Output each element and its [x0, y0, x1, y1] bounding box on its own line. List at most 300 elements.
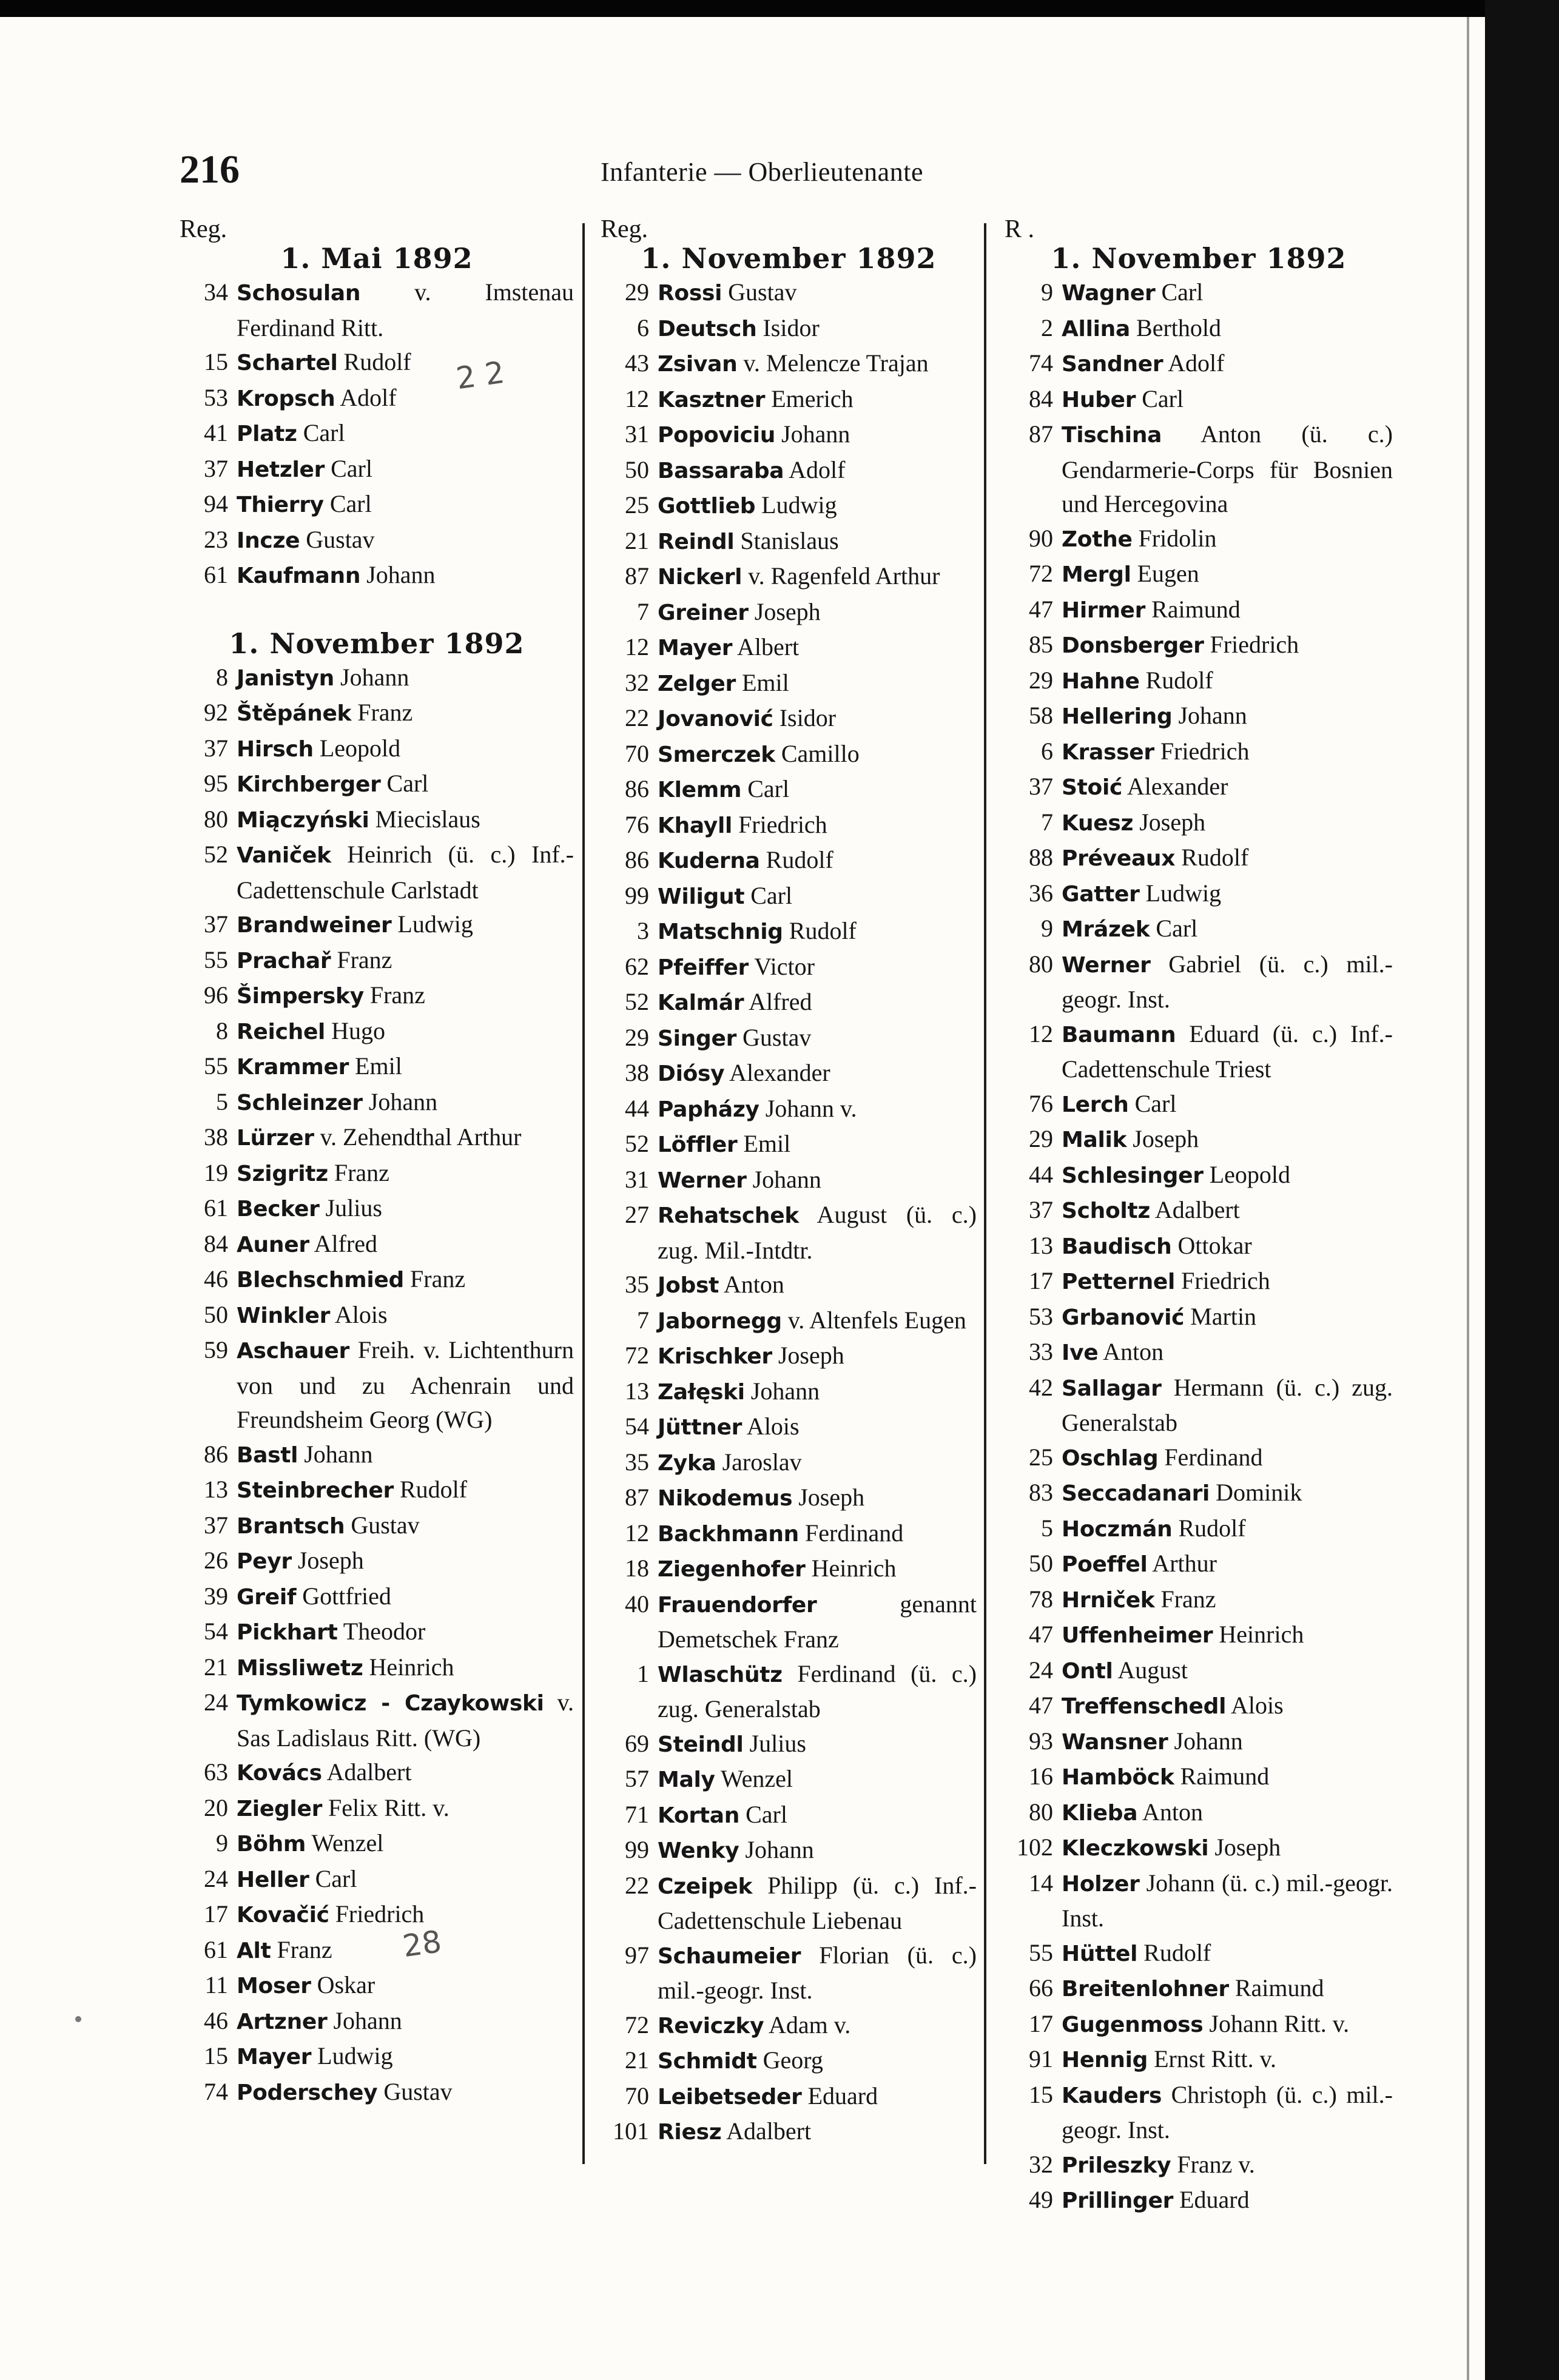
officer-text — [658, 2043, 977, 2079]
pencil-annotation: 28 — [400, 1923, 444, 1965]
officer-text — [1062, 557, 1393, 593]
officer-entry — [1005, 1866, 1393, 1936]
regiment-number: 94 — [204, 490, 228, 517]
regiment-number: 76 — [1029, 1089, 1053, 1117]
officer-given-names: Hermann (ü. c.) zug. Generalstab — [1062, 1373, 1393, 1436]
regiment-number: 85 — [1029, 631, 1053, 658]
officer-entry — [180, 1650, 574, 1686]
officer-surname: Gugenmoss — [1062, 2012, 1204, 2037]
officer-entry — [1005, 1689, 1393, 1724]
officer-surname: Tischina — [1062, 423, 1162, 448]
officer-given-names: Theodor — [337, 1618, 426, 1645]
officer-entry — [601, 1657, 977, 1727]
officer-entry — [1005, 1760, 1393, 1795]
regiment-number: 9 — [216, 1829, 228, 1857]
regiment-number: 24 — [204, 1864, 228, 1892]
regiment-number: 38 — [204, 1123, 228, 1151]
regiment-number: 78 — [1029, 1585, 1053, 1613]
officer-surname: Popoviciu — [658, 423, 776, 448]
officer-entry — [601, 1869, 977, 1938]
officer-text — [1062, 2042, 1393, 2078]
regiment-number: 44 — [625, 1094, 649, 1122]
officer-text — [237, 381, 574, 417]
officer-given-names: Oskar — [311, 1971, 375, 1998]
officer-text — [237, 1437, 574, 1473]
officer-entry — [601, 595, 977, 631]
officer-given-names: Carl — [297, 419, 345, 446]
officer-text — [1062, 1440, 1393, 1476]
officer-text — [237, 2004, 574, 2040]
officer-surname: Miączyński — [237, 807, 369, 833]
officer-entry — [1005, 593, 1393, 628]
officer-text — [658, 1762, 977, 1798]
officer-given-names: Johann — [362, 1087, 438, 1115]
officer-entry — [601, 1445, 977, 1481]
officer-given-names: Joseph — [748, 597, 821, 625]
officer-entry — [601, 985, 977, 1021]
officer-surname: Uffenheimer — [1062, 1623, 1213, 1648]
regiment-number: 50 — [1029, 1550, 1053, 1577]
regiment-number: 41 — [204, 419, 228, 446]
officer-text — [1062, 664, 1393, 699]
officer-surname: Schlesinger — [1062, 1163, 1204, 1188]
officer-entry — [180, 943, 574, 979]
officer-given-names: Anton — [1098, 1338, 1164, 1365]
regiment-number: 84 — [204, 1229, 228, 1257]
regiment-number: 55 — [1029, 1938, 1053, 1966]
officer-entry — [1005, 1158, 1393, 1194]
reg-column-label: Reg. — [180, 215, 227, 243]
officer-text — [237, 558, 574, 594]
officer-given-names: Carl — [1128, 1089, 1177, 1117]
officer-text — [1062, 1158, 1393, 1194]
regiment-number: 101 — [613, 2117, 649, 2145]
officer-surname: Stoić — [1062, 775, 1123, 800]
regiment-number: 37 — [204, 910, 228, 938]
officer-text — [658, 311, 977, 347]
officer-surname: Löffler — [658, 1132, 738, 1157]
officer-text — [658, 1127, 977, 1163]
officer-surname: Janistyn — [237, 665, 334, 691]
regiment-number: 42 — [1029, 1373, 1053, 1401]
officer-entry — [601, 524, 977, 560]
officer-surname: Vaniček — [237, 843, 331, 868]
regiment-number: 12 — [625, 385, 649, 412]
regiment-number: 88 — [1029, 844, 1053, 871]
officer-given-names: Carl — [323, 490, 372, 517]
regiment-number: 37 — [204, 734, 228, 762]
officer-text — [658, 1833, 977, 1869]
officer-surname: Khayll — [658, 813, 733, 838]
officer-surname: Singer — [658, 1026, 737, 1051]
officer-given-names: Eugen — [1131, 560, 1199, 587]
officer-entry — [601, 1481, 977, 1516]
officer-given-names: Emil — [737, 1130, 791, 1157]
officer-given-names: Ludwig — [311, 2042, 393, 2069]
officer-given-names: Johann (ü. c.) mil.-geogr. Inst. — [1062, 1869, 1393, 1932]
officer-surname: Wansner — [1062, 1729, 1168, 1755]
officer-surname: Seccadanari — [1062, 1481, 1210, 1506]
regiment-number: 40 — [625, 1590, 649, 1618]
officer-entry — [1005, 2183, 1393, 2219]
officer-given-names: Friedrich — [1154, 737, 1250, 765]
officer-entry — [1005, 1582, 1393, 1618]
officer-given-names: Adolf — [784, 455, 846, 483]
officer-given-names: Gabriel (ü. c.) mil.-geogr. Inst. — [1062, 950, 1393, 1013]
regiment-number: 96 — [204, 981, 228, 1009]
officer-given-names: Carl — [380, 770, 429, 797]
officer-surname: Brantsch — [237, 1513, 345, 1539]
regiment-number: 29 — [625, 278, 649, 306]
officer-given-names: Anton (ü. c.) Gendarmerie-Corps für Bosnien und Hercegovina — [1062, 420, 1393, 517]
officer-surname: Peyr — [237, 1549, 292, 1574]
officer-entry — [601, 1938, 977, 2008]
officer-given-names: Rudolf — [394, 1476, 468, 1503]
officer-surname: Missliwetz — [237, 1655, 363, 1681]
officer-given-names: Dominik — [1210, 1479, 1302, 1506]
officer-entry — [180, 345, 574, 381]
officer-text — [237, 2039, 574, 2075]
regiment-number: 90 — [1029, 524, 1053, 552]
officer-surname: Sandner — [1062, 352, 1163, 377]
officer-surname: Heller — [237, 1867, 309, 1892]
officer-text — [1062, 2007, 1393, 2043]
regiment-number: 6 — [637, 314, 649, 341]
regiment-number: 55 — [204, 1052, 228, 1080]
officer-given-names: v. Sas Ladislaus Ritt. (WG) — [237, 1689, 574, 1752]
regiment-number: 72 — [1029, 560, 1053, 587]
officer-given-names: Alfred — [309, 1229, 377, 1257]
officer-entry — [601, 1516, 977, 1552]
officer-given-names: Alois — [330, 1300, 388, 1328]
regiment-number: 87 — [625, 1484, 649, 1511]
officer-entry — [1005, 1335, 1393, 1371]
officer-surname: Zothe — [1062, 526, 1133, 552]
regiment-number: 80 — [204, 805, 228, 833]
officer-entry — [601, 914, 977, 950]
officer-surname: Ziegler — [237, 1796, 323, 1821]
officer-given-names: Isidor — [756, 314, 820, 341]
officer-given-names: Johann Ritt. v. — [1203, 2009, 1350, 2037]
officer-surname: Hamböck — [1062, 1765, 1174, 1790]
officer-text — [1062, 1476, 1393, 1511]
officer-text — [237, 275, 574, 345]
officer-text — [1062, 1335, 1393, 1371]
regiment-number: 29 — [625, 1023, 649, 1051]
regiment-number: 72 — [625, 1342, 649, 1369]
officer-given-names: Friedrich — [1204, 631, 1299, 658]
officer-entry — [180, 1933, 574, 1969]
officer-text — [658, 1516, 977, 1552]
officer-given-names: Friedrich — [1175, 1267, 1270, 1294]
officer-given-names: Gustav — [345, 1511, 420, 1539]
officer-surname: Jobst — [658, 1273, 719, 1298]
officer-entry — [180, 1579, 574, 1615]
officer-surname: Jovanović — [658, 707, 773, 731]
officer-entry — [180, 2075, 574, 2111]
officer-surname: Treffenschedl — [1062, 1694, 1227, 1719]
officer-text — [1062, 1760, 1393, 1795]
officer-surname: Frauendorfer — [658, 1592, 817, 1618]
pencil-annotation: 2 2 — [454, 354, 507, 397]
officer-given-names: Rudolf — [1139, 666, 1213, 694]
officer-given-names: Freih. v. Lichtenthurn von und zu Achenrain und Freundsheim Georg (WG) — [237, 1336, 574, 1433]
regiment-number: 50 — [204, 1300, 228, 1328]
regiment-number: 7 — [637, 597, 649, 625]
officer-surname: Petternel — [1062, 1269, 1176, 1294]
column-rule — [984, 223, 986, 2164]
officer-entry — [180, 1686, 574, 1755]
regiment-number: 21 — [204, 1653, 228, 1681]
officer-surname: Becker — [237, 1197, 320, 1222]
regiment-number: 22 — [625, 704, 649, 731]
regiment-number: 8 — [216, 1017, 228, 1044]
officer-given-names: Ferdinand (ü. c.) zug. Generalstab — [658, 1659, 977, 1723]
officer-entry — [601, 1410, 977, 1445]
reg-column-label: Reg. — [601, 215, 648, 243]
regiment-number: 52 — [204, 841, 228, 868]
officer-entry — [601, 950, 977, 986]
officer-entry — [1005, 1547, 1393, 1582]
officer-surname: Ive — [1062, 1340, 1099, 1365]
regiment-number: 72 — [625, 2011, 649, 2039]
officer-surname: Hetzler — [237, 457, 325, 482]
officer-text — [237, 1473, 574, 1508]
officer-text — [658, 1163, 977, 1198]
officer-given-names: Stanislaus — [734, 526, 839, 554]
officer-entry — [180, 767, 574, 802]
regiment-number: 57 — [625, 1765, 649, 1792]
officer-text — [658, 914, 977, 950]
column-3 — [1005, 217, 1393, 2219]
officer-text — [1062, 346, 1393, 382]
officer-surname: Hahne — [1062, 668, 1140, 694]
officer-given-names: v. Ragenfeld Arthur — [742, 562, 940, 590]
officer-entry — [180, 838, 574, 907]
regiment-number: 22 — [625, 1871, 649, 1899]
officer-given-names: Georg — [756, 2046, 823, 2074]
officer-text — [658, 275, 977, 311]
officer-surname: Greif — [237, 1584, 297, 1610]
officer-entry — [1005, 417, 1393, 522]
officer-text — [1062, 1511, 1393, 1547]
officer-surname: Reindl — [658, 529, 735, 554]
officer-text — [1062, 770, 1393, 805]
officer-entry — [601, 453, 977, 489]
officer-text — [1062, 1193, 1393, 1229]
officer-entry — [180, 907, 574, 943]
officer-surname: Prachař — [237, 948, 331, 973]
officer-given-names: Eduard (ü. c.) Inf.-Cadettenschule Triest — [1062, 1020, 1393, 1083]
officer-entry — [180, 1791, 574, 1827]
regiment-number: 36 — [1029, 879, 1053, 907]
regiment-number: 95 — [204, 770, 228, 797]
officer-text — [1062, 1017, 1393, 1087]
regiment-number: 13 — [625, 1377, 649, 1405]
officer-surname: Krasser — [1062, 739, 1154, 765]
officer-entry — [1005, 1830, 1393, 1866]
officer-given-names: Julius — [743, 1729, 806, 1757]
officer-text — [658, 1374, 977, 1410]
officer-given-names: Carl — [309, 1864, 357, 1892]
officer-entry — [1005, 2148, 1393, 2183]
officer-given-names: Johann — [1172, 702, 1247, 729]
officer-given-names: v. Melencze Trajan — [737, 349, 929, 377]
officer-text — [658, 417, 977, 453]
officer-entry — [601, 311, 977, 347]
officer-surname: Blechschmied — [237, 1268, 404, 1293]
officer-given-names: Ludwig — [755, 491, 837, 519]
officer-entry — [180, 661, 574, 696]
officer-entry — [1005, 1618, 1393, 1653]
officer-given-names: Martin — [1184, 1302, 1257, 1330]
regiment-number: 70 — [625, 739, 649, 767]
officer-given-names: Anton — [1137, 1798, 1204, 1826]
officer-given-names: Johann v. — [759, 1094, 857, 1122]
officer-surname: Kovačić — [237, 1903, 329, 1928]
officer-text — [1062, 2148, 1393, 2183]
officer-text — [658, 524, 977, 560]
officer-text — [658, 1092, 977, 1128]
officer-text — [1062, 2183, 1393, 2219]
officer-surname: Holzer — [1062, 1871, 1140, 1897]
officer-text — [237, 1897, 574, 1933]
officer-surname: Reichel — [237, 1019, 326, 1044]
officer-given-names: Rudolf — [1175, 844, 1249, 871]
officer-surname: Wagner — [1062, 281, 1156, 306]
officer-text — [658, 559, 977, 595]
officer-surname: Pfeiffer — [658, 955, 749, 980]
officer-entry — [1005, 557, 1393, 593]
officer-given-names: Albert — [732, 633, 800, 661]
officer-text — [658, 2114, 977, 2150]
regiment-number: 99 — [625, 881, 649, 909]
officer-given-names: Felix Ritt. v. — [322, 1793, 450, 1821]
officer-entry — [180, 1085, 574, 1121]
officer-entry — [1005, 841, 1393, 876]
officer-text — [658, 1938, 977, 2008]
officer-surname: Nickerl — [658, 565, 742, 590]
officer-given-names: Victor — [748, 952, 815, 980]
officer-given-names: Franz — [328, 1158, 389, 1186]
officer-surname: Moser — [237, 1974, 311, 1998]
officer-surname: Schosulan — [237, 281, 361, 306]
officer-given-names: Carl — [739, 1800, 787, 1828]
officer-entry — [1005, 1017, 1393, 1087]
officer-surname: Zsivan — [658, 352, 738, 377]
officer-given-names: Joseph — [1126, 1125, 1199, 1152]
officer-given-names: Julius — [319, 1194, 382, 1222]
regiment-number: 59 — [204, 1336, 228, 1363]
officer-entry — [1005, 735, 1393, 770]
officer-entry — [180, 2004, 574, 2040]
regiment-number: 13 — [204, 1476, 228, 1503]
officer-surname: Hellering — [1062, 704, 1173, 729]
officer-surname: Artzner — [237, 2009, 328, 2034]
officer-given-names: Jaroslav — [716, 1448, 802, 1476]
officer-surname: Gatter — [1062, 881, 1140, 907]
regiment-number: 26 — [204, 1547, 228, 1574]
officer-surname: Alt — [237, 1938, 271, 1963]
officer-surname: Steinbrecher — [237, 1478, 394, 1503]
officer-surname: Mergl — [1062, 562, 1131, 587]
officer-text — [658, 1268, 977, 1303]
officer-text — [237, 1298, 574, 1334]
regiment-number: 61 — [204, 561, 228, 588]
officer-text — [237, 1755, 574, 1791]
column-rule — [582, 223, 585, 2164]
officer-given-names: Leopold — [1203, 1160, 1291, 1188]
officer-text — [237, 1049, 574, 1085]
officer-entry — [1005, 805, 1393, 841]
officer-surname: Schmidt — [658, 2049, 757, 2074]
officer-entry — [1005, 699, 1393, 735]
officer-given-names: Wenzel — [306, 1829, 384, 1857]
officer-entry — [601, 1303, 977, 1339]
officer-text — [1062, 275, 1393, 311]
officer-text — [1062, 1795, 1393, 1831]
officer-surname: Schartel — [237, 351, 338, 375]
officer-entry — [1005, 2078, 1393, 2148]
officer-entry — [601, 1587, 977, 1657]
regiment-number: 20 — [204, 1793, 228, 1821]
officer-given-names: Johann — [360, 561, 436, 588]
officer-text — [658, 1021, 977, 1057]
regiment-number: 66 — [1029, 1974, 1053, 2002]
officer-given-names: Ottokar — [1171, 1231, 1252, 1259]
regiment-number: 16 — [1029, 1763, 1053, 1790]
officer-entry — [601, 2043, 977, 2079]
officer-entry — [601, 1268, 977, 1303]
regiment-number: 61 — [204, 1935, 228, 1963]
officer-given-names: Gustav — [736, 1023, 812, 1051]
regiment-number: 7 — [637, 1306, 649, 1334]
officer-surname: Brandweiner — [237, 913, 392, 938]
regiment-number: 47 — [1029, 1621, 1053, 1648]
officer-surname: Mayer — [237, 2045, 312, 2069]
officer-entry — [180, 1262, 574, 1298]
officer-surname: Šimpersky — [237, 984, 364, 1009]
officer-given-names: Alexander — [1122, 773, 1228, 800]
officer-surname: Krammer — [237, 1055, 349, 1080]
officer-text — [237, 731, 574, 767]
officer-text — [1062, 735, 1393, 770]
reg-column-label: R . — [1005, 215, 1035, 243]
regiment-number: 63 — [204, 1758, 228, 1786]
officer-surname: Bastl — [237, 1442, 298, 1468]
regiment-number: 52 — [625, 1130, 649, 1157]
regiment-number: 21 — [625, 2046, 649, 2074]
officer-surname: Grbanović — [1062, 1305, 1185, 1330]
officer-surname: Załęski — [658, 1379, 745, 1405]
officer-entry — [1005, 1724, 1393, 1760]
officer-entry — [180, 558, 574, 594]
officer-given-names: Franz v. — [1171, 2150, 1255, 2178]
officer-given-names: Adam v. — [764, 2011, 851, 2039]
officer-surname: Malik — [1062, 1128, 1127, 1152]
officer-entry — [601, 666, 977, 702]
officer-given-names: Ferdinand — [1158, 1443, 1263, 1471]
officer-surname: Kuderna — [658, 849, 760, 873]
regiment-number: 50 — [625, 455, 649, 483]
officer-text — [237, 661, 574, 696]
officer-entry — [1005, 1229, 1393, 1265]
officer-surname: Böhm — [237, 1832, 306, 1857]
officer-text — [237, 1968, 574, 2004]
officer-text — [658, 346, 977, 382]
officer-text — [1062, 1264, 1393, 1300]
officer-surname: Baumann — [1062, 1022, 1176, 1047]
